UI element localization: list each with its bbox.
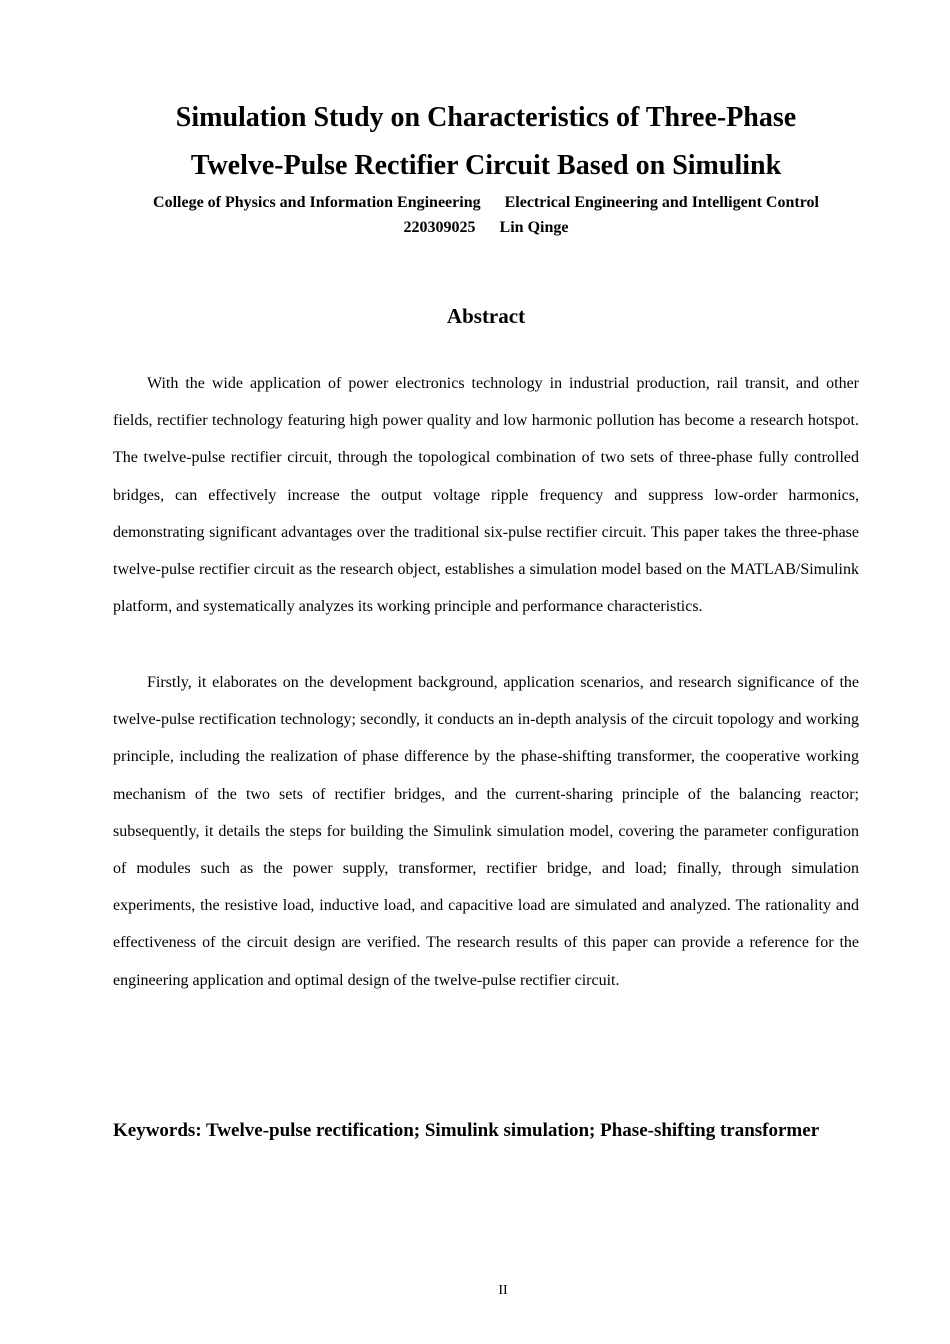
major-name: Electrical Engineering and Intelligent Control	[504, 194, 819, 211]
author-name: Lin Qinge	[499, 219, 569, 236]
abstract-heading: Abstract	[446, 304, 526, 328]
author-line	[0, 216, 950, 240]
abstract-paragraph-1: With the wide application of power electronics technology in industrial production, rail transit, and other fields, rectifier technology featuring high power quality and low harmonic pollution has become a research hotspot. The twelve-pulse rectifier circuit, through the topological combination of two sets of three-phase fully controlled bridges, can effectively increase the output voltage ripple frequency and suppress low-order harmonics, demonstrating significant advantages over the traditional six-pulse rectifier circuit. This paper takes the three-phase twelve-pulse rectifier circuit as the research object, establishes a simulation model based on the MATLAB/Simulink platform, and systematically analyzes its working principle and performance characteristics.	[113, 375, 859, 616]
paper-title-line-1: Simulation Study on Characteristics of Three-Phase	[175, 102, 797, 133]
paper-title-line-2: Twelve-Pulse Rectifier Circuit Based on Simulink	[190, 150, 782, 181]
keywords: Keywords: Twelve-pulse rectification; Simulink simulation; Phase-shifting transformer	[113, 1120, 820, 1141]
abstract-paragraph-2: Firstly, it elaborates on the development background, application scenarios, and research significance of the twelve-pulse rectification technology; secondly, it conducts an in-depth analysis of the circuit topology and working principle, including the realization of phase difference by the phase-shifting transformer, the cooperative working mechanism of the two sets of rectifier bridges, and the current-sharing principle of the balancing reactor; subsequently, it details the steps for building the Simulink simulation model, covering the parameter configuration of modules such as the power supply, transformer, rectifier bridge, and load; finally, through simulation experiments, the resistive load, inductive load, and capacitive load are simulated and analyzed. The rationality and effectiveness of the circuit design are verified. The research results of this paper can provide a reference for the engineering application and optimal design of the twelve-pulse rectifier circuit.	[113, 674, 859, 989]
affiliation-line	[0, 191, 950, 215]
student-id: 220309025	[403, 219, 476, 236]
page-number: II	[498, 1283, 508, 1298]
college-name: College of Physics and Information Engineering	[153, 194, 481, 211]
